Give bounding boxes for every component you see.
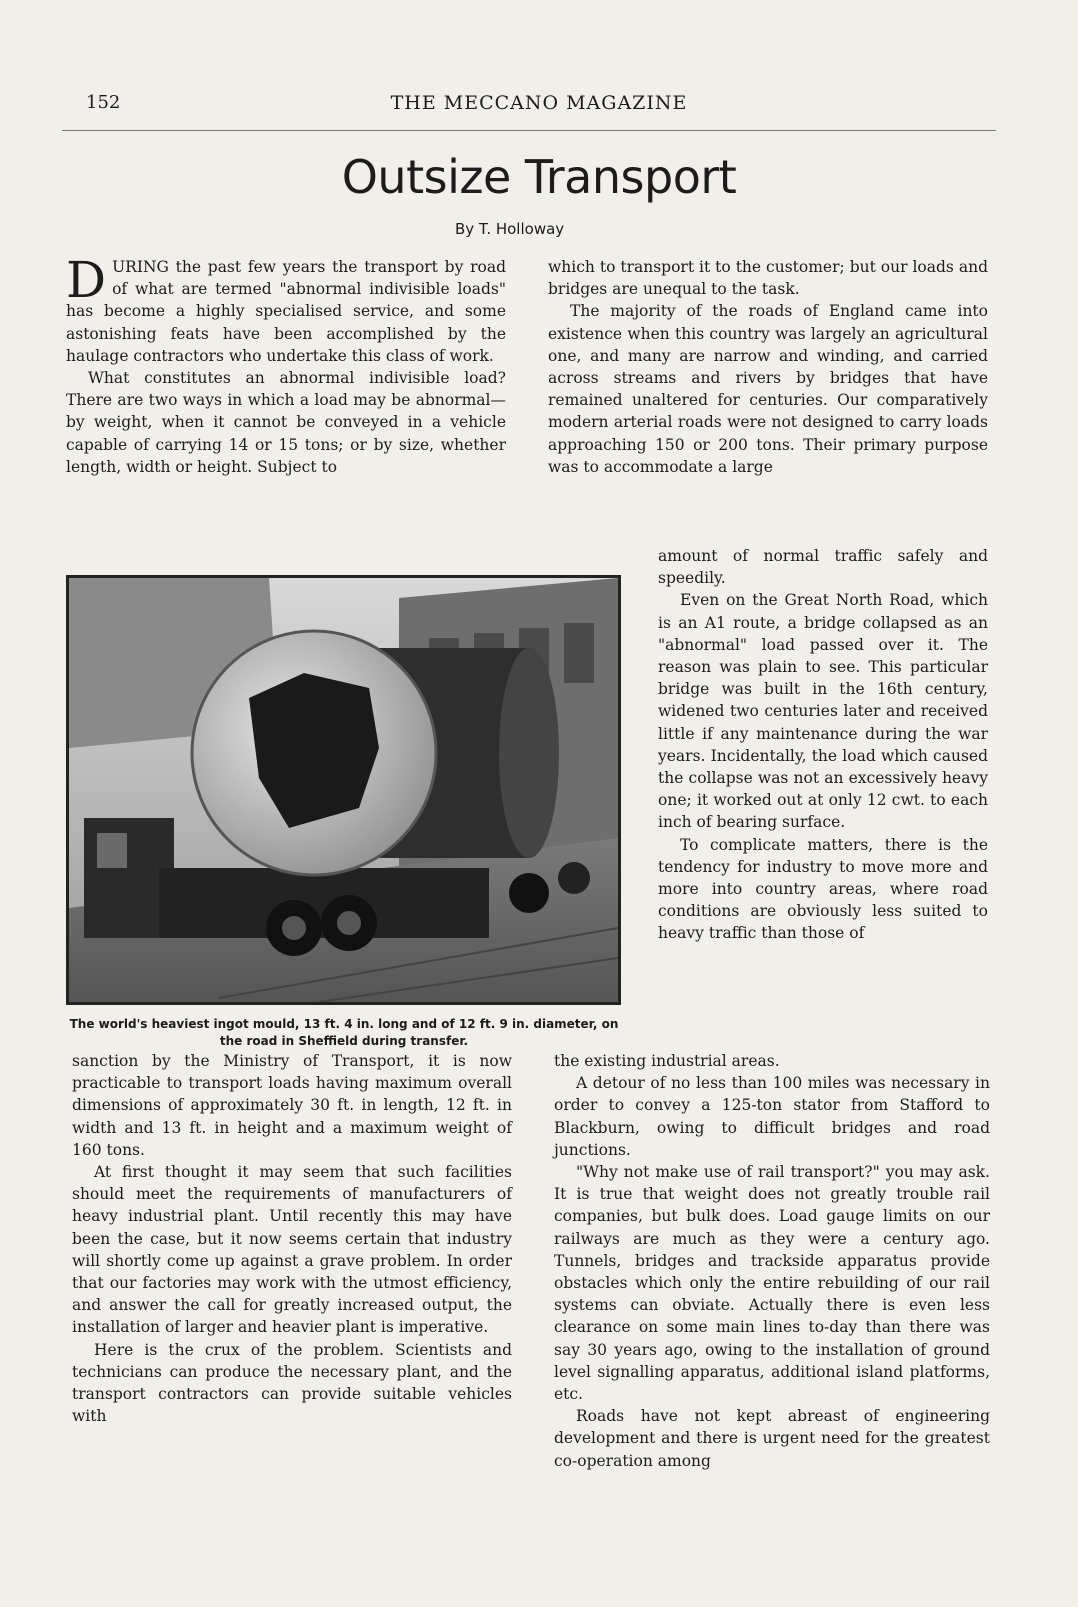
right-column-narrow [658,545,988,945]
paragraph: A detour of no less than 100 miles was necessary in order to convey a 125-ton stator from Stafford to Blackburn, owing to difficult bridges and road junctions. [554,1074,990,1159]
drop-cap: D [66,251,107,309]
header-rule [62,130,996,131]
page-number: 152 [86,92,121,113]
paragraph: Here is the crux of the problem. Scientists and technicians can produce the necessary plant, and the transport contractors can provide suitable vehicles with [72,1340,512,1426]
right-column-top [548,256,988,478]
left-column-bottom [72,1050,512,1427]
paragraph: which to transport it to the customer; but our loads and bridges are unequal to the task. [548,258,988,299]
paragraph: the existing industrial areas. [554,1052,780,1070]
left-column-top [66,251,506,478]
paragraph: Roads have not kept abreast of engineering development and there is urgent need for the greatest co-operation among [554,1407,990,1470]
paragraph: Even on the Great North Road, which is an A1 route, a bridge collapsed as an "abnormal" load passed over it. The reason was plain to see. This particular bridge was built in the 16th century, widened two centuries later and received little if any maintenance during the war years. Incidentally, the load which caused the collapse was not an excessively heavy one; it worked out at only 12 cwt. to each inch of bearing surface. [658,591,988,832]
article-byline: By T. Holloway [455,220,565,238]
running-head [86,92,992,122]
paragraph: What constitutes an abnormal indivisible load? There are two ways in which a load may be abnormal—by weight, when it cannot be conveyed in a vehicle capable of carrying 14 or 15 tons; or by size, whether length, width or height. Subject to [66,369,506,476]
paragraph: amount of normal traffic safely and speedily. [658,547,988,588]
paragraph: At first thought it may seem that such facilities should meet the requirements of manufacturers of heavy industrial plant. Until recently this may have been the case, but it now seems certain that industry will shortly come up against a grave problem. In order that our factories may work with the utmost efficiency, and answer the call for greatly increased output, the installation of larger and heavier plant is imperative. [72,1163,512,1337]
paragraph: "Why not make use of rail transport?" you may ask. It is true that weight does not greatly trouble rail companies, but bulk does. Load gauge limits on our railways are much as they were a century ago. Tunnels, bridges and trackside apparatus provide obstacles which only the entire rebuilding of our rail systems can obviate. Actually there is even less clearance on some main lines to-day than there was say 30 years ago, owing to the installation of ground level signalling apparatus, additional island platforms, etc. [554,1163,990,1404]
article-title: Outsize Transport [341,150,737,204]
photo-illustration [69,578,618,1002]
paragraph: The majority of the roads of England came into existence when this country was largely an agricultural one, and many are narrow and winding, and carried across streams and rivers by bridges that have remained unaltered for centuries. Our comparatively modern arterial roads were not designed to carry loads approaching 150 or 200 tons. Their primary purpose was to accommodate a large [548,302,988,476]
paragraph: DURING the past few years the transport by road of what are termed "abnormal indivisible loads" has become a highly specialised service, and some astonishing feats have been accomplished by the haulage contractors who undertake this class of work. [66,251,506,365]
photo-caption: The world's heaviest ingot mould, 13 ft. 4 in. long and of 12 ft. 9 in. diameter, on the road in Sheffield during transfer. [69,1017,619,1048]
paragraph: sanction by the Ministry of Transport, it is now practicable to transport loads having maximum overall dimensions of approximately 30 ft. in length, 12 ft. in width and 13 ft. in height and a maximum weight of 160 tons. [72,1052,512,1159]
magazine-name: THE MECCANO MAGAZINE [390,92,688,114]
photograph-ingot-mould [66,575,621,1005]
right-column-bottom [554,1050,990,1472]
paragraph: To complicate matters, there is the tendency for industry to move more and more into country areas, where road conditions are obviously less suited to heavy traffic than those of [658,835,988,943]
